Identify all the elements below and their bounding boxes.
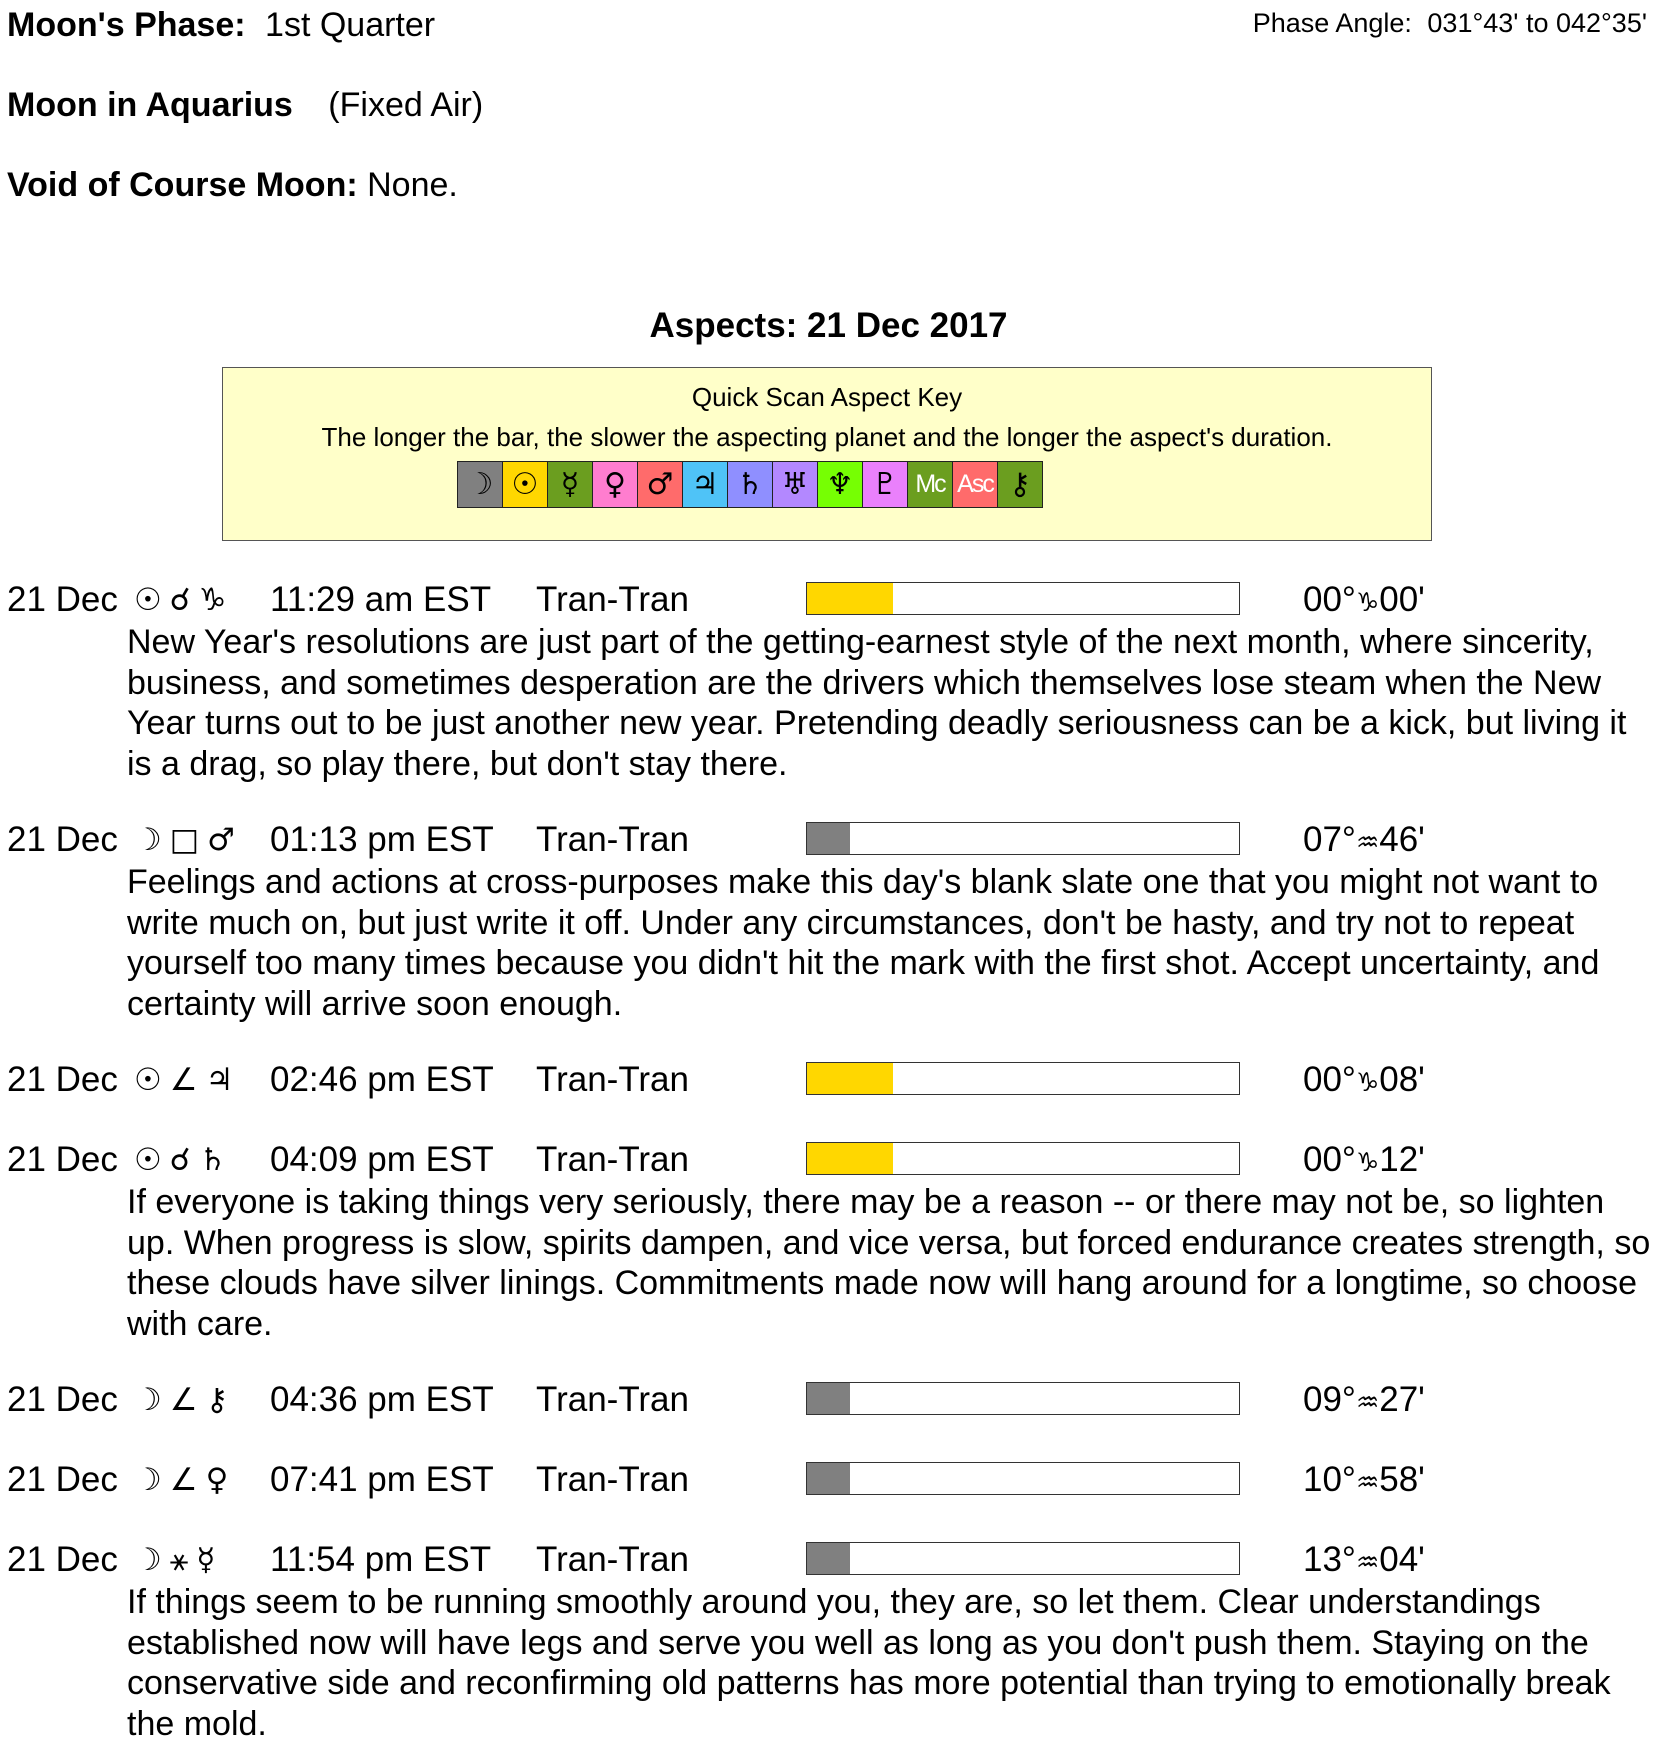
phase-angle-label: Phase Angle: (1252, 8, 1412, 38)
aspect-key-description: The longer the bar, the slower the aspecting planet and the longer the aspect's duration. (321, 422, 1333, 452)
aspect-type: Tran-Tran (536, 1460, 689, 1499)
moon-icon: ☽ (458, 462, 503, 507)
void-of-course (7, 166, 458, 205)
aspect-time: 02:46 pm EST (270, 1060, 494, 1099)
aspect-key-box (222, 367, 1432, 541)
jupiter-icon: ♃ (683, 462, 728, 507)
aspect-interpretation: If things seem to be running smoothly around you, they are, so let them. Clear understandings established now will have legs and serve you well as long as you don't push them. Staying on the conservative side and reconfirming old patterns has more potential than trying to emotionally break the mold. (127, 1583, 1611, 1743)
zodiac-sign-icon: ♒ (1355, 1548, 1380, 1578)
aspect-time: 04:09 pm EST (270, 1140, 494, 1179)
aspect-row (0, 580, 1657, 620)
zodiac-sign-icon: ♒ (1355, 1388, 1380, 1418)
aspect-position (1303, 820, 1425, 860)
aspect-date: 21 Dec (7, 1380, 118, 1419)
aspect-time: 07:41 pm EST (270, 1460, 494, 1499)
position-minute: 00' (1379, 580, 1425, 619)
void-value: None. (367, 166, 458, 204)
duration-bar (806, 822, 1240, 855)
duration-bar-fill (807, 1383, 850, 1414)
position-degree: 10° (1303, 1460, 1356, 1499)
aspects-title: Aspects: 21 Dec 2017 (649, 306, 1008, 345)
aspect-row (0, 820, 1657, 860)
duration-bar-fill (807, 1063, 893, 1094)
aspect-glyphs: ☉☌♄ (134, 1142, 235, 1178)
aspect-time: 01:13 pm EST (270, 820, 494, 859)
moon-sign-value: (Fixed Air) (328, 86, 484, 124)
position-degree: 07° (1303, 820, 1356, 859)
aspect-interpretation: Feelings and actions at cross-purposes make this day's blank slate one that you might not want to write much on, but just write it off. Under any circumstances, don't be hasty, and try not to repeat yourself too many times because you didn't hit the mark with the first shot. Accept uncertainty, and certainty will arrive soon enough. (127, 863, 1600, 1023)
void-label: Void of Course Moon: (7, 166, 358, 204)
aspect-row (0, 1140, 1657, 1180)
mars-icon: ♂ (638, 462, 683, 507)
aspect-type: Tran-Tran (536, 580, 689, 619)
aspect-interpretation: New Year's resolutions are just part of the getting-earnest style of the next month, where sincerity, business, and sometimes desperation are the drivers which themselves lose steam when the New Year turns out to be just another new year. Pretending deadly seriousness can be a kick, but living it is a drag, so play there, but don't stay there. (127, 623, 1627, 783)
aspect-type: Tran-Tran (536, 1380, 689, 1419)
duration-bar-fill (807, 823, 850, 854)
position-minute: 04' (1379, 1540, 1425, 1579)
aspect-position (1303, 1460, 1425, 1500)
duration-bar (806, 582, 1240, 615)
aspect-key-title: Quick Scan Aspect Key (691, 382, 963, 412)
aspect-date: 21 Dec (7, 1460, 118, 1499)
zodiac-sign-icon: ♒ (1355, 1468, 1380, 1498)
aspect-row (0, 1540, 1657, 1580)
duration-bar-fill (807, 583, 893, 614)
aspect-glyphs: ☉∠♃ (134, 1062, 242, 1098)
aspect-glyphs: ☽∠⚷ (134, 1382, 237, 1418)
aspect-time: 11:29 am EST (270, 580, 492, 619)
aspect-position (1303, 580, 1425, 620)
aspect-type: Tran-Tran (536, 1060, 689, 1099)
moon-phase (7, 6, 435, 45)
duration-bar (806, 1062, 1240, 1095)
aspect-position (1303, 1140, 1425, 1180)
aspect-position (1303, 1540, 1425, 1580)
duration-bar (806, 1542, 1240, 1575)
aspect-type: Tran-Tran (536, 820, 689, 859)
duration-bar-fill (807, 1143, 893, 1174)
moon-phase-label: Moon's Phase: (7, 6, 246, 44)
aspect-glyphs: ☽⚹☿ (134, 1542, 224, 1578)
chiron-icon: ⚷ (998, 462, 1042, 507)
position-minute: 12' (1379, 1140, 1425, 1179)
mercury-icon: ☿ (548, 462, 593, 507)
aspect-date: 21 Dec (7, 580, 118, 619)
phase-angle (1253, 8, 1647, 39)
aspect-key-strip (457, 461, 1043, 508)
aspect-position (1303, 1060, 1425, 1100)
saturn-icon: ♄ (728, 462, 773, 507)
midheaven-icon: Mc (908, 462, 953, 507)
zodiac-sign-icon: ♒ (1355, 828, 1380, 858)
duration-bar (806, 1462, 1240, 1495)
position-degree: 00° (1303, 1140, 1356, 1179)
moon-sign (7, 86, 483, 125)
moon-phase-value: 1st Quarter (265, 6, 436, 44)
moon-sign-label: Moon in Aquarius (7, 86, 293, 124)
aspect-date: 21 Dec (7, 820, 118, 859)
aspect-row (0, 1460, 1657, 1500)
aspect-glyphs: ☽□♂ (134, 822, 243, 858)
position-minute: 08' (1379, 1060, 1425, 1099)
duration-bar (806, 1142, 1240, 1175)
duration-bar-fill (807, 1543, 850, 1574)
aspect-position (1303, 1380, 1425, 1420)
aspect-type: Tran-Tran (536, 1140, 689, 1179)
zodiac-sign-icon: ♑ (1355, 1148, 1380, 1178)
position-minute: 58' (1379, 1460, 1425, 1499)
venus-icon: ♀ (593, 462, 638, 507)
ascendant-icon: Asc (953, 462, 998, 507)
aspect-interpretation: If everyone is taking things very seriously, there may be a reason -- or there may not be, so lighten up. When progress is slow, spirits dampen, and vice versa, but forced endurance creates strength, so these clouds have silver linings. Commitments made now will hang around for a longtime, so choose with care. (127, 1183, 1651, 1343)
position-degree: 00° (1303, 1060, 1356, 1099)
position-minute: 27' (1379, 1380, 1425, 1419)
duration-bar-fill (807, 1463, 850, 1494)
aspect-type: Tran-Tran (536, 1540, 689, 1579)
aspect-glyphs: ☉☌♑ (134, 582, 235, 618)
sun-icon: ☉ (503, 462, 548, 507)
neptune-icon: ♆ (818, 462, 863, 507)
position-degree: 09° (1303, 1380, 1356, 1419)
aspect-date: 21 Dec (7, 1060, 118, 1099)
aspect-time: 11:54 pm EST (270, 1540, 492, 1579)
uranus-icon: ♅ (773, 462, 818, 507)
aspect-time: 04:36 pm EST (270, 1380, 494, 1419)
duration-bar (806, 1382, 1240, 1415)
aspect-date: 21 Dec (7, 1140, 118, 1179)
zodiac-sign-icon: ♑ (1355, 588, 1380, 618)
aspect-glyphs: ☽∠♀ (134, 1462, 237, 1498)
aspect-date: 21 Dec (7, 1540, 118, 1579)
pluto-icon: ♇ (863, 462, 908, 507)
phase-angle-value: 031°43' to 042°35' (1427, 8, 1647, 38)
aspect-row (0, 1060, 1657, 1100)
position-degree: 13° (1303, 1540, 1356, 1579)
position-degree: 00° (1303, 580, 1356, 619)
position-minute: 46' (1379, 820, 1425, 859)
zodiac-sign-icon: ♑ (1355, 1068, 1380, 1098)
aspect-row (0, 1380, 1657, 1420)
